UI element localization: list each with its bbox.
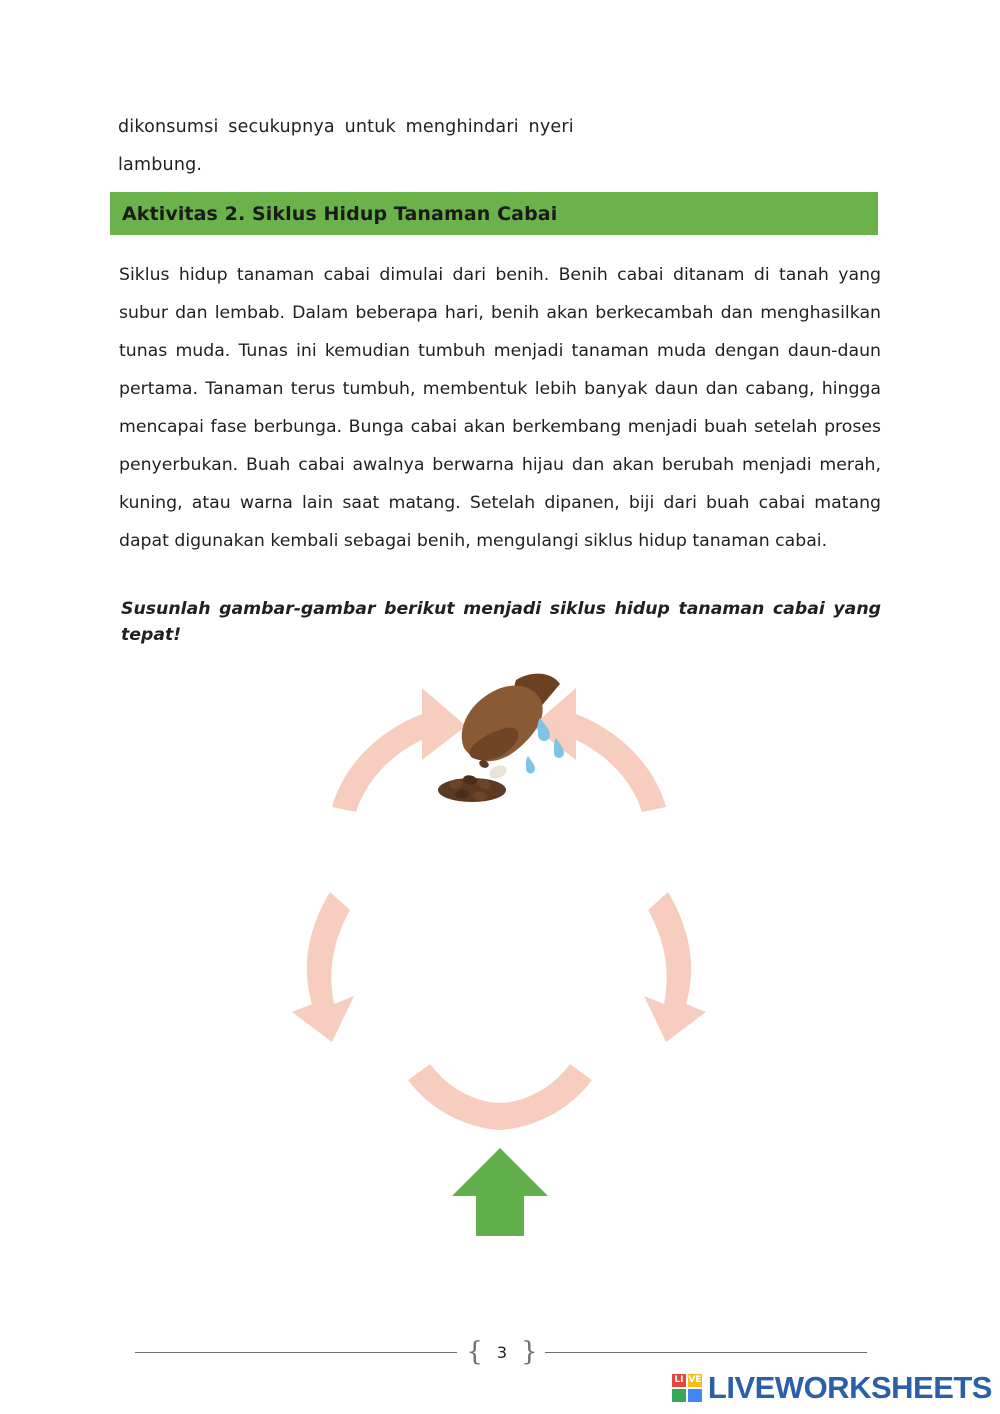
- arrow-up-green-icon: [452, 1148, 548, 1236]
- brace-right: }: [521, 1337, 538, 1367]
- arrow-left-icon: [292, 892, 354, 1042]
- body-paragraph: Siklus hidup tanaman cabai dimulai dari benih. Benih cabai ditanam di tanah yang subur dan lembab. Dalam beberapa hari, benih akan berkecambah dan menghasilkan tunas muda. Tunas ini kemudian tumbuh menjadi tanaman muda dengan daun-daun pertama. Tanaman terus tumbuh, membentuk lebih banyak daun dan cabang, hingga mencapai fase berbunga. Bunga cabai akan berkembang menjadi buah setelah proses penyerbukan. Buah cabai awalnya berwarna hijau dan akan berubah menjadi merah, kuning, atau warna lain saat matang. Setelah dipanen, biji dari buah cabai matang dapat digunakan kembali sebagai benih, mengulangi siklus hidup tanaman cabai.: [119, 265, 881, 551]
- arrow-right-icon: [644, 892, 706, 1042]
- liveworksheets-wordmark: LIVEWORKSHEETS: [707, 1370, 992, 1405]
- intro-line-2: lambung.: [118, 155, 203, 175]
- arrow-bottom-icon: [408, 1064, 592, 1130]
- logo-cell-li: LI: [672, 1374, 686, 1387]
- footer-divider-left: [135, 1352, 457, 1353]
- life-cycle-diagram: [270, 660, 730, 1240]
- liveworksheets-logo: [672, 1370, 992, 1406]
- logo-cell-green: [672, 1389, 686, 1402]
- page-number: 3: [496, 1342, 508, 1362]
- logo-cell-ve: VE: [688, 1375, 702, 1385]
- activity-banner-title: Aktivitas 2. Siklus Hidup Tanaman Cabai: [122, 202, 558, 225]
- instruction-text: Susunlah gambar-gambar berikut menjadi siklus hidup tanaman cabai yang tepat!: [121, 599, 881, 645]
- page-number-container: [459, 1332, 545, 1372]
- hand-planting-seeds-illustration: [438, 674, 564, 803]
- intro-line-1: dikonsumsi secukupnya untuk menghindari nyeri: [118, 117, 574, 137]
- liveworksheets-logo-icon: [672, 1374, 702, 1402]
- activity-banner: [110, 192, 878, 235]
- footer-divider-right: [545, 1352, 867, 1353]
- intro-text: [118, 108, 878, 184]
- arrow-top-right-icon: [532, 688, 666, 812]
- logo-cell-blue: [688, 1389, 702, 1402]
- brace-left: {: [466, 1337, 483, 1367]
